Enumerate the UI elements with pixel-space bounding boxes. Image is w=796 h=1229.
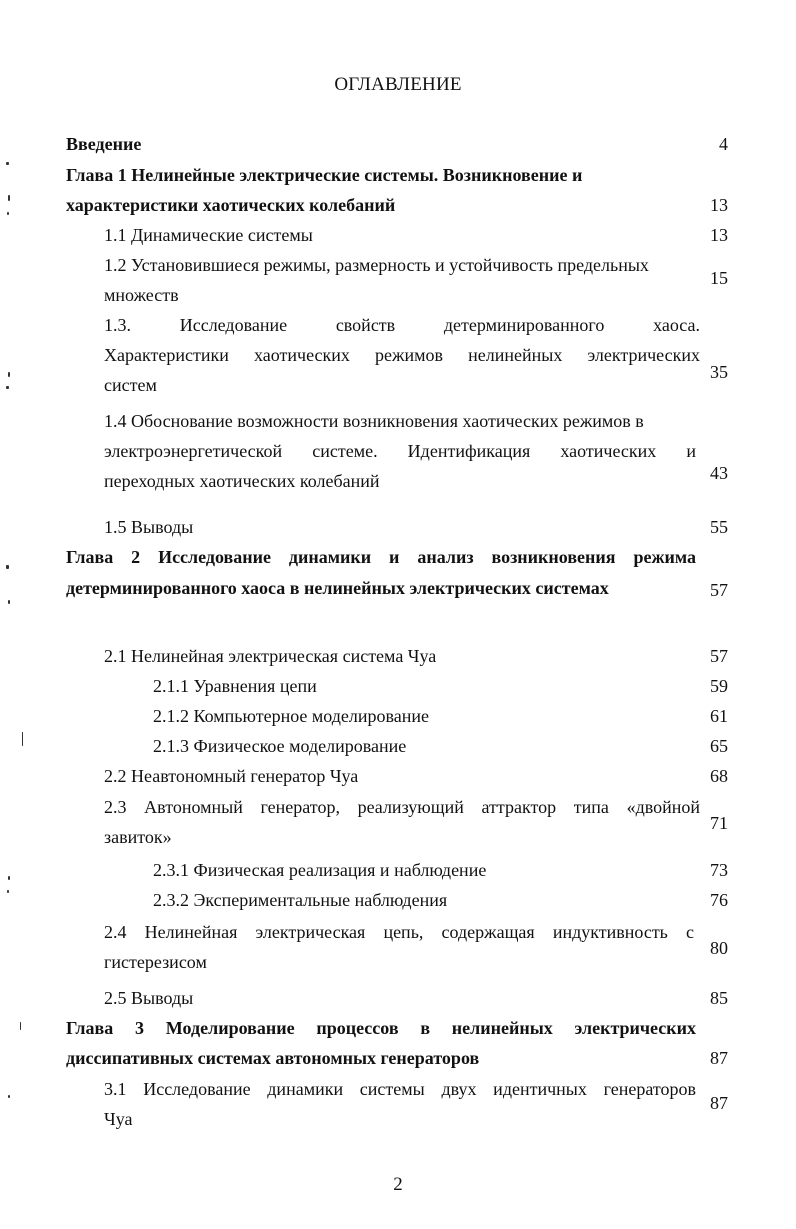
toc-entry-1-3-line1: 1.3. Исследование свойств детерминированного хаоса. [104,315,700,335]
toc-entry-1-4-line1: 1.4 Обоснование возможности возникновения хаотических режимов в [104,411,644,431]
toc-entry-1-2-line2: множеств [104,285,179,305]
toc-page-1-3: 35 [710,362,728,382]
toc-entry-2-4-line2: гистерезисом [104,952,207,972]
toc-chapter-1-line1: Глава 1 Нелинейные электрические системы. Возникновение и [66,165,583,185]
toc-chapter-2-line2: детерминированного хаоса в нелинейных электрических системах [66,578,609,598]
toc-entry-2-3-2: 2.3.2 Экспериментальные наблюдения [153,890,448,910]
toc-entry-1-2-line1: 1.2 Установившиеся режимы, размерность и устойчивость предельных [104,255,649,275]
toc-page-2-4: 80 [710,938,728,958]
scan-speck [8,195,10,201]
toc-entry-1-3-line2: Характеристики хаотических режимов нелинейных электрических [104,345,700,365]
toc-entry-2-1: 2.1 Нелинейная электрическая система Чуа [104,646,437,666]
toc-page-2-1-3: 65 [710,736,728,756]
toc-page-2-1-2: 61 [710,706,728,726]
toc-chapter-3-line1: Глава 3 Моделирование процессов в нелинейных электрических [66,1018,696,1038]
scan-speck [8,876,10,880]
toc-page-chapter-2: 57 [710,580,728,600]
page-number: 2 [393,1174,403,1195]
toc-entry-2-3-1: 2.3.1 Физическая реализация и наблюдение [153,860,487,880]
scan-speck [20,1022,21,1030]
toc-entry-2-3-line2: завиток» [104,827,172,847]
toc-page-chapter-3: 87 [710,1048,728,1068]
toc-entry-intro: Введение [66,134,142,154]
scan-speck [7,890,9,893]
toc-page-1-2: 15 [710,268,728,288]
toc-title: ОГЛАВЛЕНИЕ [334,74,462,95]
toc-page-2-3-1: 73 [710,860,728,880]
toc-entry-1-4-line3: переходных хаотических колебаний [104,471,380,491]
scan-speck [7,212,9,215]
toc-page-2-3-2: 76 [710,890,728,910]
toc-page-2-5: 85 [710,988,728,1008]
toc-entry-2-5: 2.5 Выводы [104,988,194,1008]
toc-entry-1-3-line3: систем [104,375,157,395]
scan-speck [8,1095,10,1098]
toc-page-1-1: 13 [710,225,728,245]
toc-page-3-1: 87 [710,1093,728,1113]
toc-entry-1-4-line2: электроэнергетической системе. Идентификация хаотических и [104,441,696,461]
toc-entry-1-5: 1.5 Выводы [104,517,194,537]
toc-entry-2-4-line1: 2.4 Нелинейная электрическая цепь, содержащая индуктивность с [104,922,694,942]
toc-page-intro: 4 [719,134,728,154]
toc-chapter-2-line1: Глава 2 Исследование динамики и анализ возникновения режима [66,547,696,567]
toc-entry-1-1: 1.1 Динамические системы [104,225,313,245]
toc-page-1-5: 55 [710,517,728,537]
toc-page-chapter-1: 13 [710,195,728,215]
toc-page-1-4: 43 [710,463,728,483]
toc-entry-2-2: 2.2 Неавтономный генератор Чуа [104,766,359,786]
toc-entry-2-1-3: 2.1.3 Физическое моделирование [153,736,407,756]
toc-page-2-2: 68 [710,766,728,786]
scan-speck [8,372,10,377]
toc-page-2-1: 57 [710,646,728,666]
toc-entry-3-1-line2: Чуа [104,1109,133,1129]
scan-speck [22,732,23,746]
toc-page-2-3: 71 [710,813,728,833]
toc-entry-3-1-line1: 3.1 Исследование динамики системы двух идентичных генераторов [104,1079,696,1099]
scan-speck [6,162,9,165]
scan-speck [8,600,10,604]
toc-chapter-1-line2: характеристики хаотических колебаний [66,195,396,215]
toc-chapter-3-line2: диссипативных системах автономных генераторов [66,1048,480,1068]
toc-entry-2-1-2: 2.1.2 Компьютерное моделирование [153,706,430,726]
scan-speck [6,386,9,389]
toc-entry-2-1-1: 2.1.1 Уравнения цепи [153,676,317,696]
toc-page-2-1-1: 59 [710,676,728,696]
scan-speck [6,565,9,569]
toc-entry-2-3-line1: 2.3 Автономный генератор, реализующий аттрактор типа «двойной [104,797,700,817]
